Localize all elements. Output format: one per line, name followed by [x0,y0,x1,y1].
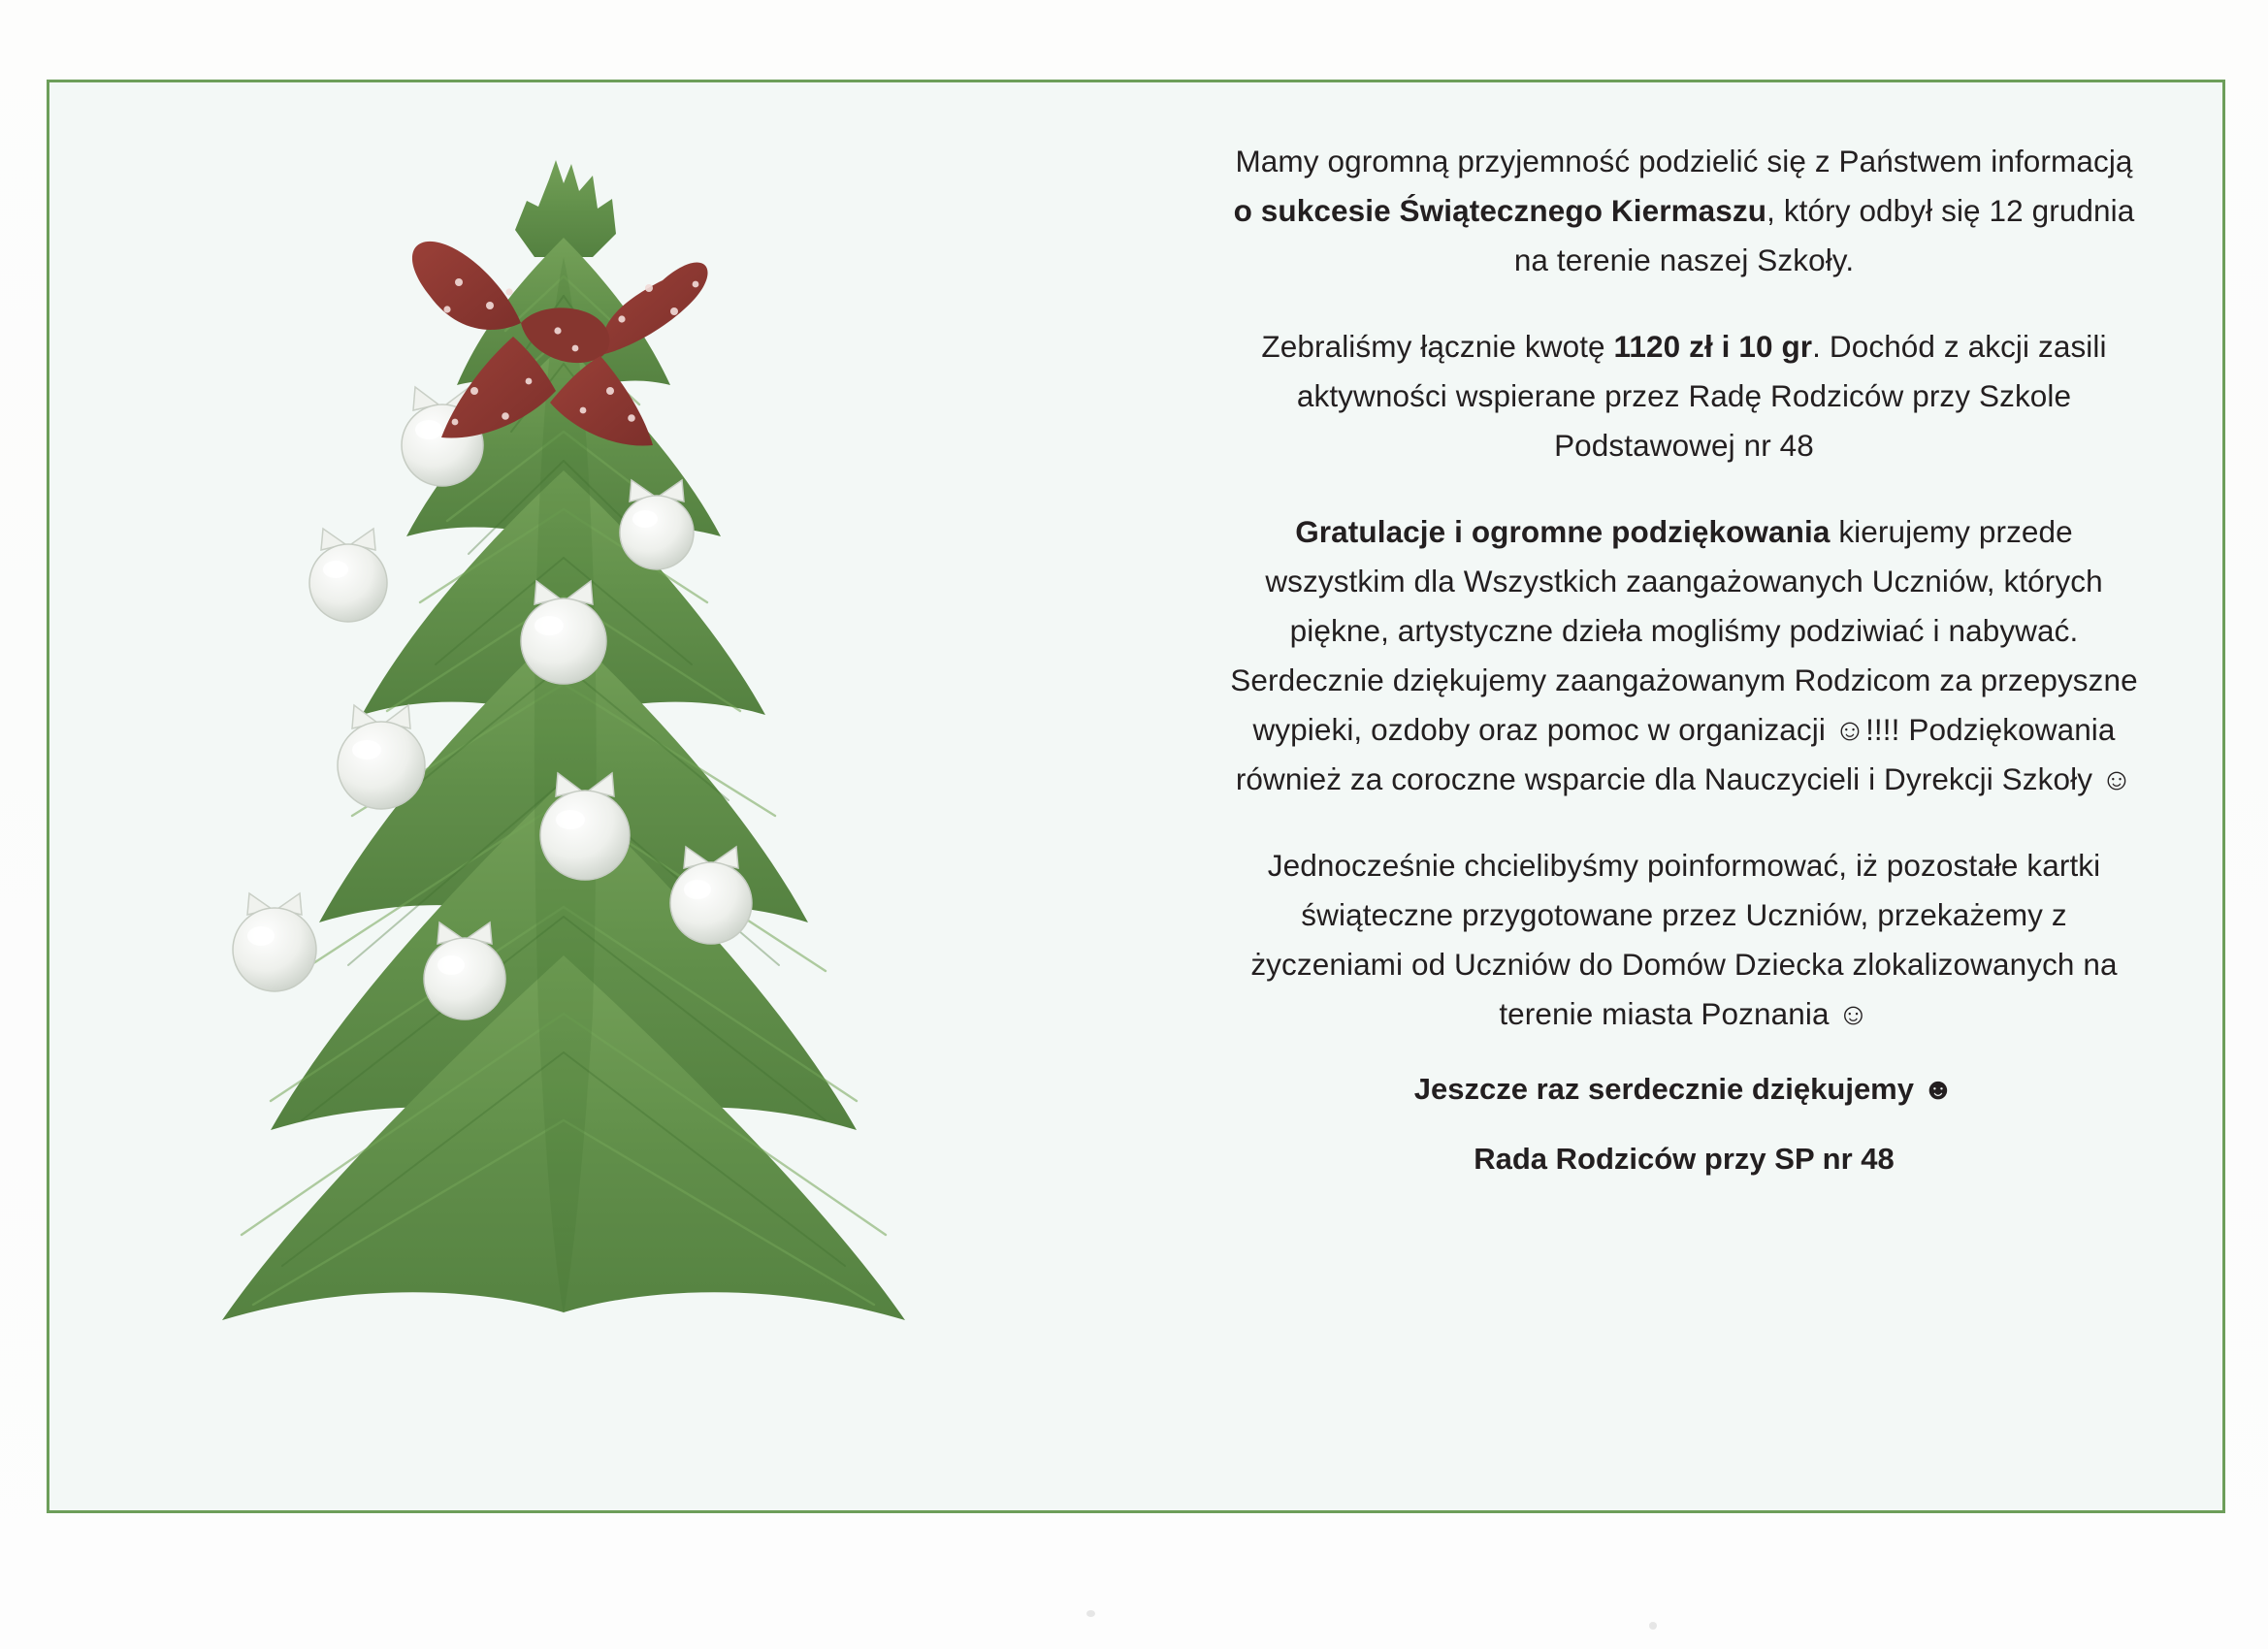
thanks-heading: Gratulacje i ogromne podziękowania [1295,514,1831,550]
paragraph-intro [1223,137,2145,285]
intro-text-1: Mamy ogromną przyjemność podzielić się z Państwem informacją [1235,144,2133,178]
paragraph-amount [1223,322,2145,470]
signoff-line: Jeszcze raz serdecznie dziękujemy ☻ [1413,1072,1955,1107]
cards-info-body: Jednocześnie chcielibyśmy poinformować, iż pozostałe kartki świąteczne przygotowane przez Uczniów, przekażemy z życzeniami od Uczniów do Domów Dziecka zlokalizowanych na terenie miasta Poznania ☺ [1250,848,2118,1032]
thanks-body: kierujemy przede wszystkim dla Wszystkich zaangażowanych Uczniów, których piękne, artystyczne dzieła mogliśmy podziwiać i nabywać. Serdecznie dziękujemy zaangażowanym Rodzicom za przepyszne wypieki, ozdoby oraz pomoc w organizacji ☺!!!! Podziękowania również za coroczne wsparcie dla Nauczycieli i Dyrekcji Szkoły ☺ [1230,514,2138,797]
paragraph-cards-info [1223,841,2145,1039]
intro-text-bold: o sukcesie Świątecznego Kiermaszu [1233,193,1767,229]
text-pane [1204,82,2222,1510]
amount-text-1: Zebraliśmy łącznie kwotę [1261,329,1614,365]
announcement-card [47,80,2225,1513]
signature-line: Rada Rodziców przy SP nr 48 [1474,1142,1895,1177]
intro-text-2: , który odbył się 12 grudnia na terenie naszej Szkoły. [1513,193,2135,278]
paragraph-thanks [1223,507,2145,804]
illustration-pane [49,82,1204,1510]
christmas-tree-illustration [108,141,1165,1460]
amount-text-2: . Dochód z akcji zasili aktywności wspierane przez Radę Rodziców przy Szkole Podstawowej nr 48 [1296,329,2107,464]
scan-artifact [1649,1622,1657,1630]
amount-value: 1120 zł i 10 gr [1613,329,1813,365]
scan-artifact [1086,1610,1095,1617]
